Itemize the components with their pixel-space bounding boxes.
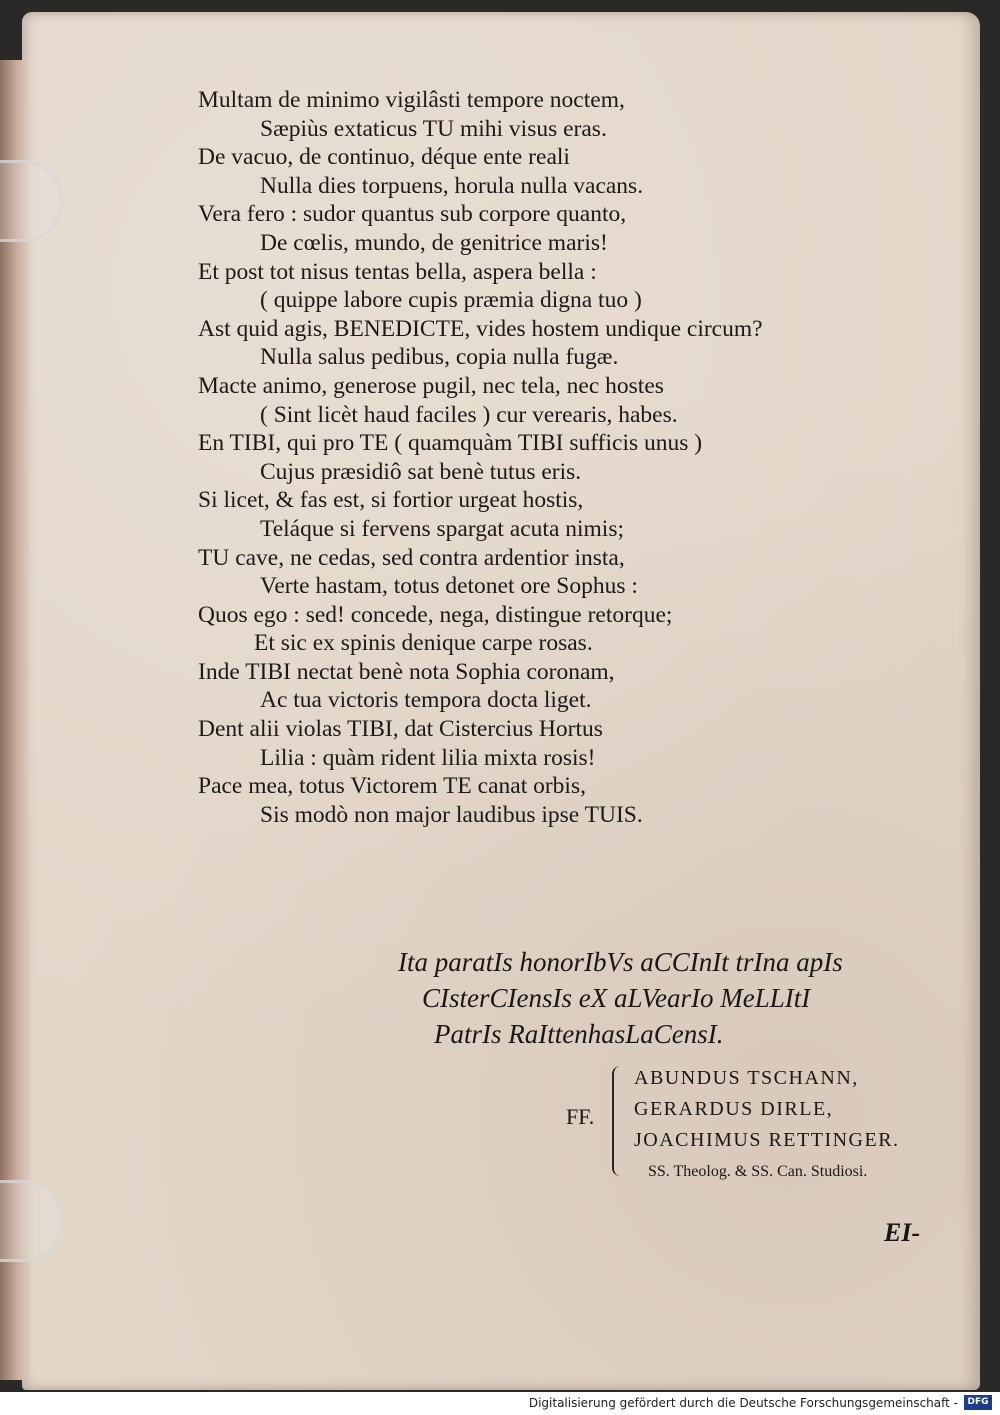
signature-studiosi: SS. Theolog. & SS. Can. Studiosi. xyxy=(648,1163,868,1180)
poem-line: Quos ego : sed! concede, nega, distingue retorque; xyxy=(198,601,673,628)
poem-line: Lilia : quàm rident lilia mixta rosis! xyxy=(260,744,596,771)
poem-line: De cœlis, mundo, de genitrice maris! xyxy=(260,229,608,256)
poem-line: Verte hastam, totus detonet ore Sophus : xyxy=(260,573,638,600)
poem-line: ( quippe labore cupis præmia digna tuo ) xyxy=(260,287,642,314)
poem-line: Et sic ex spinis denique carpe rosas. xyxy=(254,630,593,657)
signature-name: JOACHIMUS RETTINGER. xyxy=(634,1129,900,1151)
poem-line: Ast quid agis, BENEDICTE, vides hostem undique circum? xyxy=(198,315,763,342)
poem-line: TU cave, ne cedas, sed contra ardentior insta, xyxy=(198,544,625,571)
poem-line: Macte animo, generose pugil, nec tela, nec hostes xyxy=(198,372,664,399)
footer-credit: Digitalisierung gefördert durch die Deutsche Forschungsgemeinschaft - xyxy=(528,1396,958,1410)
poem-line: Pace mea, totus Victorem TE canat orbis, xyxy=(198,773,586,800)
poem-line: Vera fero : sudor quantus sub corpore quanto, xyxy=(198,201,627,228)
catchword: EI- xyxy=(884,1218,921,1247)
chronogram-line: PatrIs RaIttenhasLaCensI. xyxy=(434,1019,724,1049)
footer-bar xyxy=(0,1392,1000,1415)
chronogram-line: Ita paratIs honorIbVs aCCInIt trIna apIs xyxy=(398,947,843,977)
poem-line: Inde TIBI nectat benè nota Sophia coronam, xyxy=(198,658,615,685)
poem-line: Et post tot nisus tentas bella, aspera bella : xyxy=(198,258,597,285)
chronogram xyxy=(398,944,843,1052)
poem-line: ( Sint licèt haud faciles ) cur verearis, habes. xyxy=(260,401,678,428)
signature-prefix: FF. xyxy=(566,1104,595,1129)
brace xyxy=(612,1066,628,1176)
poem-line: Sis modò non major laudibus ipse TUIS. xyxy=(260,801,643,828)
signature-name: ABUNDUS TSCHANN, xyxy=(634,1067,859,1089)
poem xyxy=(198,86,958,829)
poem-line: En TIBI, qui pro TE ( quamquàm TIBI sufficis unus ) xyxy=(198,430,703,457)
poem-line: Ac tua victoris tempora docta liget. xyxy=(260,687,592,714)
poem-line: Teláque si fervens spargat acuta nimis; xyxy=(260,515,625,542)
poem-line: Nulla dies torpuens, horula nulla vacans. xyxy=(260,172,644,199)
poem-line: De vacuo, de continuo, déque ente reali xyxy=(198,144,570,171)
poem-line: Si licet, & fas est, si fortior urgeat hostis, xyxy=(198,487,584,514)
poem-line: Cujus præsidiô sat benè tutus eris. xyxy=(260,458,582,485)
poem-line: Dent alii violas TIBI, dat Cistercius Hortus xyxy=(198,716,603,743)
poem-line: Nulla salus pedibus, copia nulla fugæ. xyxy=(260,344,619,371)
signature-name: GERARDUS DIRLE, xyxy=(634,1098,834,1120)
chronogram-line: CIsterCIensIs eX aLVearIo MeLLItI xyxy=(422,983,811,1013)
dfg-logo: DFG xyxy=(964,1395,992,1410)
poem-line: Sæpiùs extaticus TU mihi visus eras. xyxy=(260,115,607,142)
signature-names xyxy=(634,1063,900,1187)
poem-line: Multam de minimo vigilâsti tempore noctem, xyxy=(198,87,625,113)
